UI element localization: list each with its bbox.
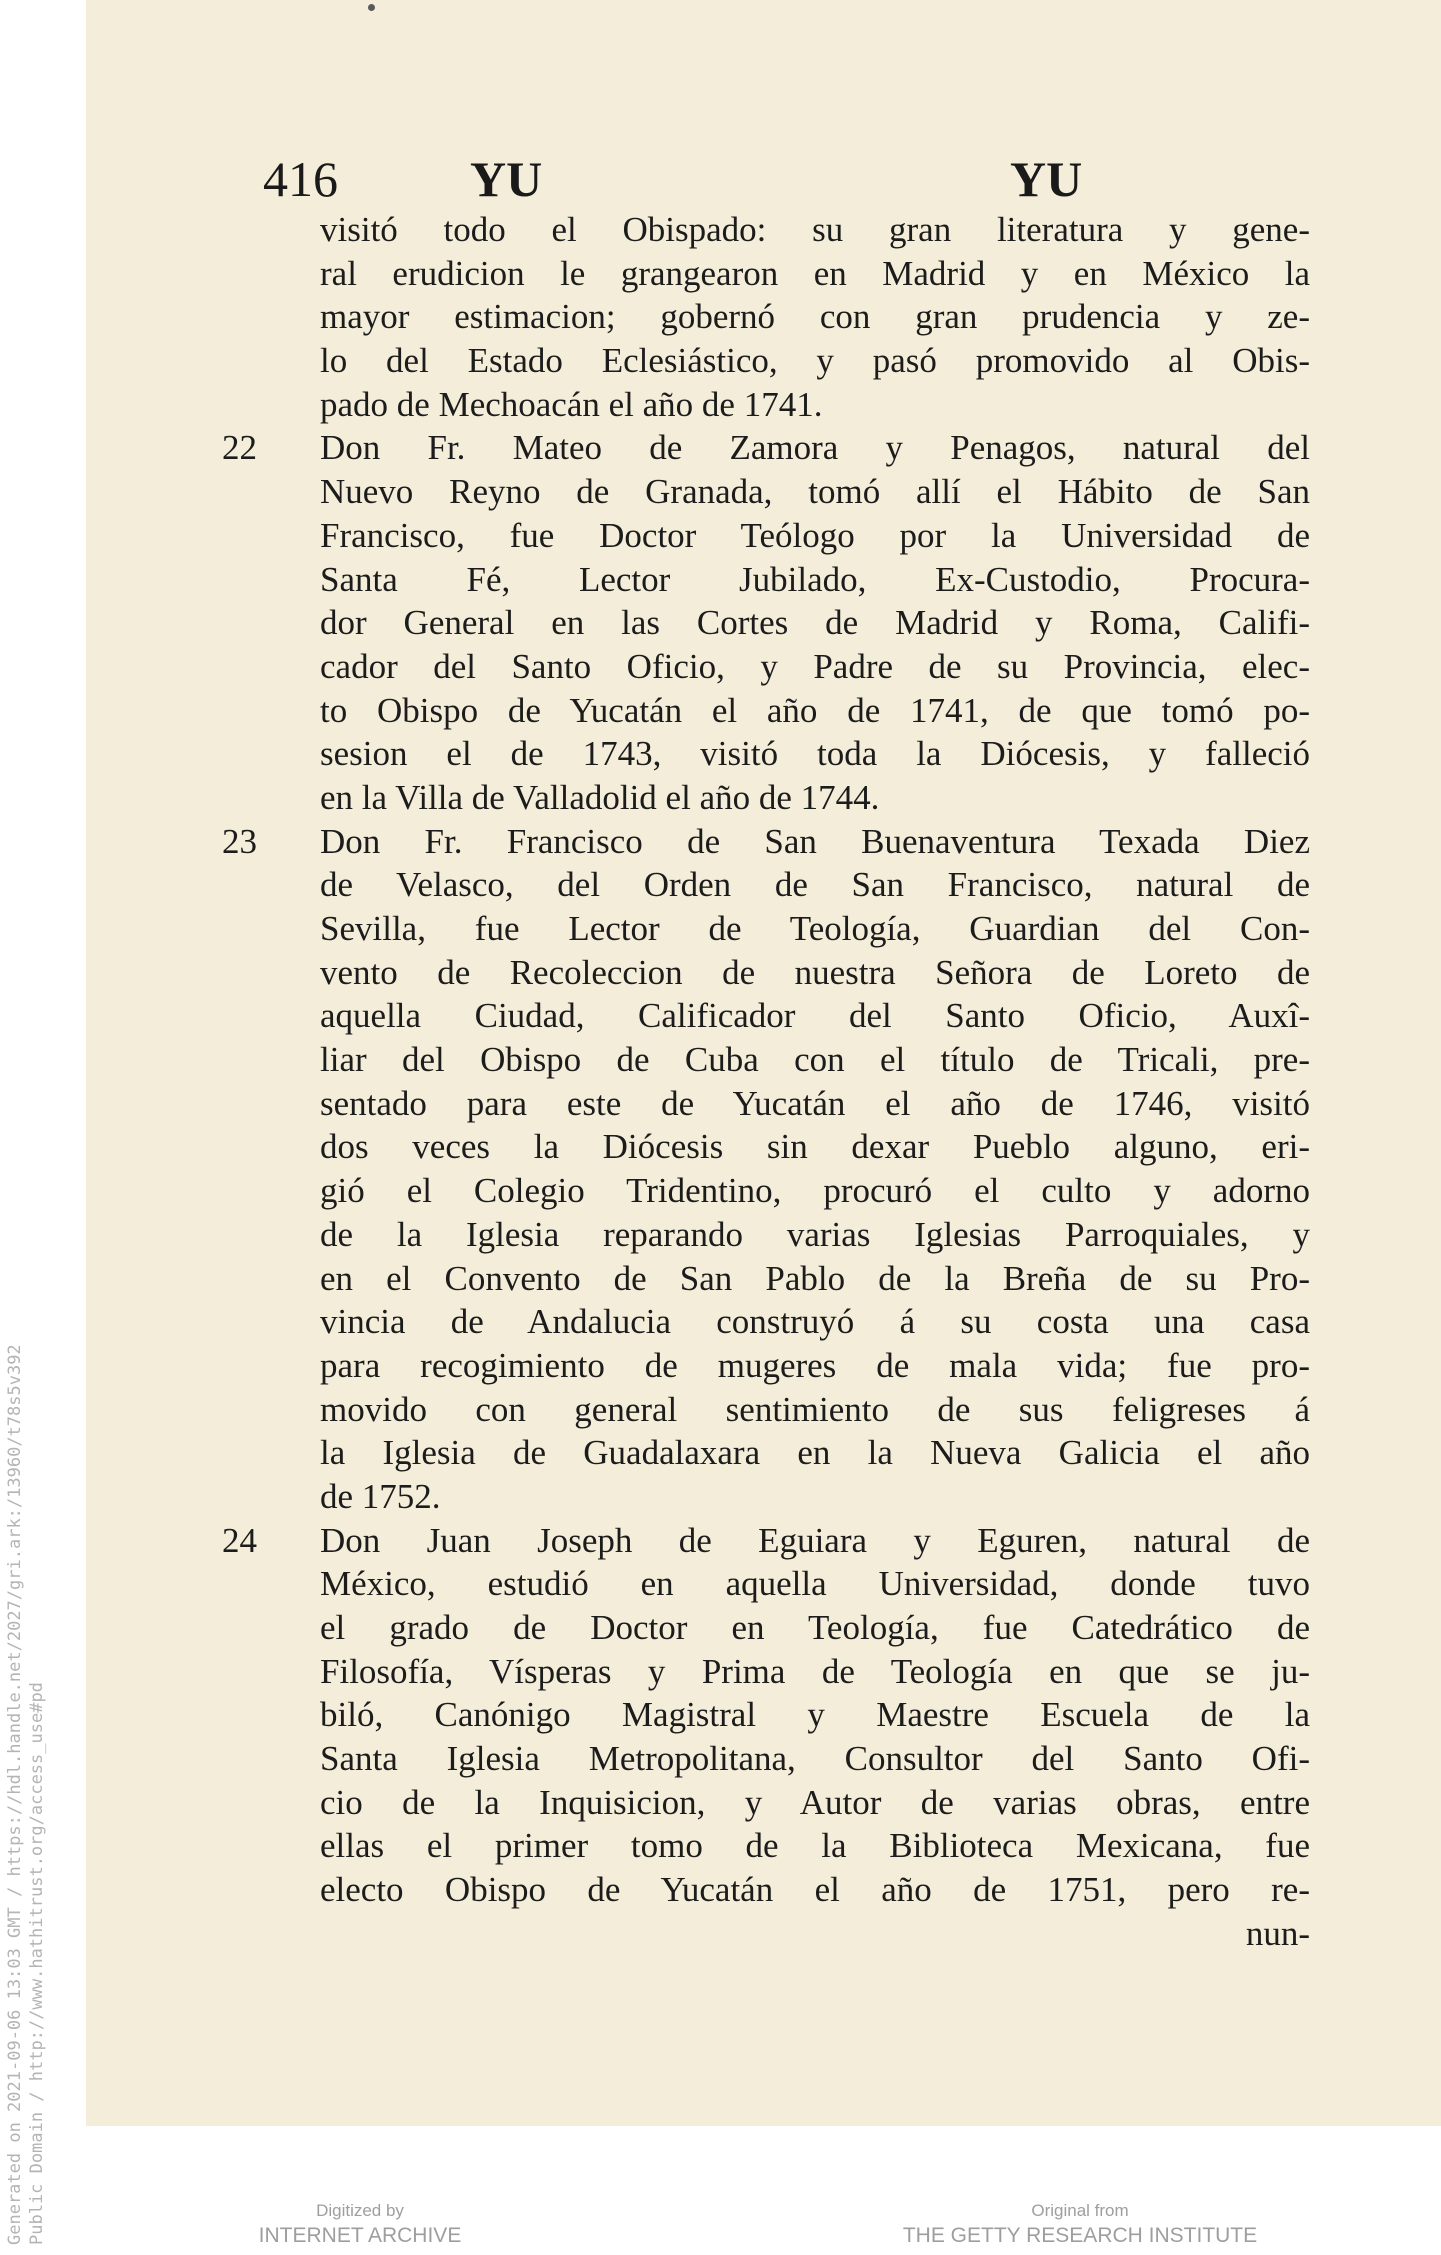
text-line: ral erudicion le grangearon en Madrid y en México la xyxy=(320,253,1310,293)
footer-right-source: THE GETTY RESEARCH INSTITUTE xyxy=(902,2224,1258,2247)
text-line: Filosofía, Vísperas y Prima de Teología en que se ju- xyxy=(320,1651,1310,1691)
text-line: electo Obispo de Yucatán el año de 1751, pero re- xyxy=(320,1870,1310,1910)
footer-digitized-by xyxy=(220,2200,500,2250)
text-line: la Iglesia de Guadalaxara en la Nueva Galicia el año xyxy=(320,1433,1310,1473)
text-line: Francisco, fue Doctor Teólogo por la Universidad de xyxy=(320,515,1310,555)
text-line: de la Iglesia reparando varias Iglesias Parroquiales, y xyxy=(320,1214,1310,1254)
text-line: to Obispo de Yucatán el año de 1741, de que tomó po- xyxy=(320,690,1310,730)
text-line: cio de la Inquisicion, y Autor de varias obras, entre xyxy=(320,1782,1310,1822)
footer-left-source: INTERNET ARCHIVE xyxy=(258,2224,462,2247)
text-line: sesion el de 1743, visitó toda la Diócesis, y falleció xyxy=(320,734,1310,774)
running-head-left: YU xyxy=(470,151,543,207)
text-line: México, estudió en aquella Universidad, donde tuvo xyxy=(320,1564,1310,1604)
text-line: en la Villa de Valladolid el año de 1744. xyxy=(320,777,880,817)
text-line: para recogimiento de mugeres de mala vida; fue pro- xyxy=(320,1345,1310,1385)
text-line: Don Fr. Francisco de San Buenaventura Texada Diez xyxy=(320,821,1310,861)
continuation-paragraph xyxy=(230,208,1310,426)
text-line: visitó todo el Obispado: su gran literatura y gene- xyxy=(320,210,1310,249)
text-line: lo del Estado Eclesiástico, y pasó promovido al Obis- xyxy=(320,341,1310,381)
text-line: ellas el primer tomo de la Biblioteca Mexicana, fue xyxy=(320,1826,1310,1866)
access-stamp xyxy=(0,1100,86,2250)
text-line: Don Juan Joseph de Eguiara y Eguren, natural de xyxy=(320,1520,1310,1560)
text-line: movido con general sentimiento de sus feligreses á xyxy=(320,1389,1310,1429)
text-line: pado de Mechoacán el año de 1741. xyxy=(320,384,823,424)
text-line: vento de Recoleccion de nuestra Señora de Loreto de xyxy=(320,952,1310,992)
text-line: Santa Fé, Lector Jubilado, Ex-Custodio, Procura- xyxy=(320,559,1310,599)
entry-23 xyxy=(222,820,1310,1519)
footer-left-caption: Digitized by xyxy=(316,2201,404,2220)
text-line: el grado de Doctor en Teología, fue Catedrático de xyxy=(320,1608,1310,1647)
text-line: sentado para este de Yucatán el año de 1746, visitó xyxy=(320,1083,1310,1123)
text-line: de Velasco, del Orden de San Francisco, natural de xyxy=(320,865,1310,905)
text-line: mayor estimacion; gobernó con gran prudencia y ze- xyxy=(320,297,1310,337)
entry-22 xyxy=(222,426,1310,819)
text-line: biló, Canónigo Magistral y Maestre Escuela de la xyxy=(320,1695,1310,1735)
entry-number: 23 xyxy=(222,821,257,861)
body-text xyxy=(222,208,1310,1956)
text-line: vincia de Andalucia construyó á su costa una casa xyxy=(320,1302,1310,1342)
text-line: dos veces la Diócesis sin dexar Pueblo alguno, eri- xyxy=(320,1127,1310,1167)
ink-speck xyxy=(368,4,375,11)
catchword: nun- xyxy=(1245,1913,1310,1953)
text-line: dor General en las Cortes de Madrid y Roma, Califi- xyxy=(320,603,1310,643)
text-line: cador del Santo Oficio, y Padre de su Provincia, elec- xyxy=(320,646,1310,686)
entry-number: 22 xyxy=(222,428,257,468)
text-line: Don Fr. Mateo de Zamora y Penagos, natural del xyxy=(320,428,1310,468)
footer-original-from xyxy=(860,2200,1300,2250)
running-head-right: YU xyxy=(1010,151,1083,207)
stamp-line-1: Generated on 2021-09-06 13:03 GMT / https://hdl.handle.net/2027/gri.ark:/13960/t78s5v392 xyxy=(5,1344,25,2245)
text-line: Nuevo Reyno de Granada, tomó allí el Hábito de San xyxy=(320,472,1310,512)
text-line: liar del Obispo de Cuba con el título de Tricali, pre- xyxy=(320,1040,1310,1080)
page-number: 416 xyxy=(263,151,338,207)
stamp-line-2: Public Domain / http://www.hathitrust.org/access_use#pd xyxy=(27,1682,47,2245)
text-line: en el Convento de San Pablo de la Breña de su Pro- xyxy=(320,1258,1310,1298)
text-line: Sevilla, fue Lector de Teología, Guardian del Con- xyxy=(320,909,1310,948)
footer-right-caption: Original from xyxy=(1031,2201,1129,2220)
entry-number: 24 xyxy=(222,1520,257,1560)
entry-24 xyxy=(222,1519,1310,1956)
text-line: gió el Colegio Tridentino, procuró el culto y adorno xyxy=(320,1171,1310,1211)
text-line: Santa Iglesia Metropolitana, Consultor del Santo Ofi- xyxy=(320,1739,1310,1779)
text-line: de 1752. xyxy=(320,1476,441,1516)
text-line: aquella Ciudad, Calificador del Santo Oficio, Auxî- xyxy=(320,996,1310,1036)
